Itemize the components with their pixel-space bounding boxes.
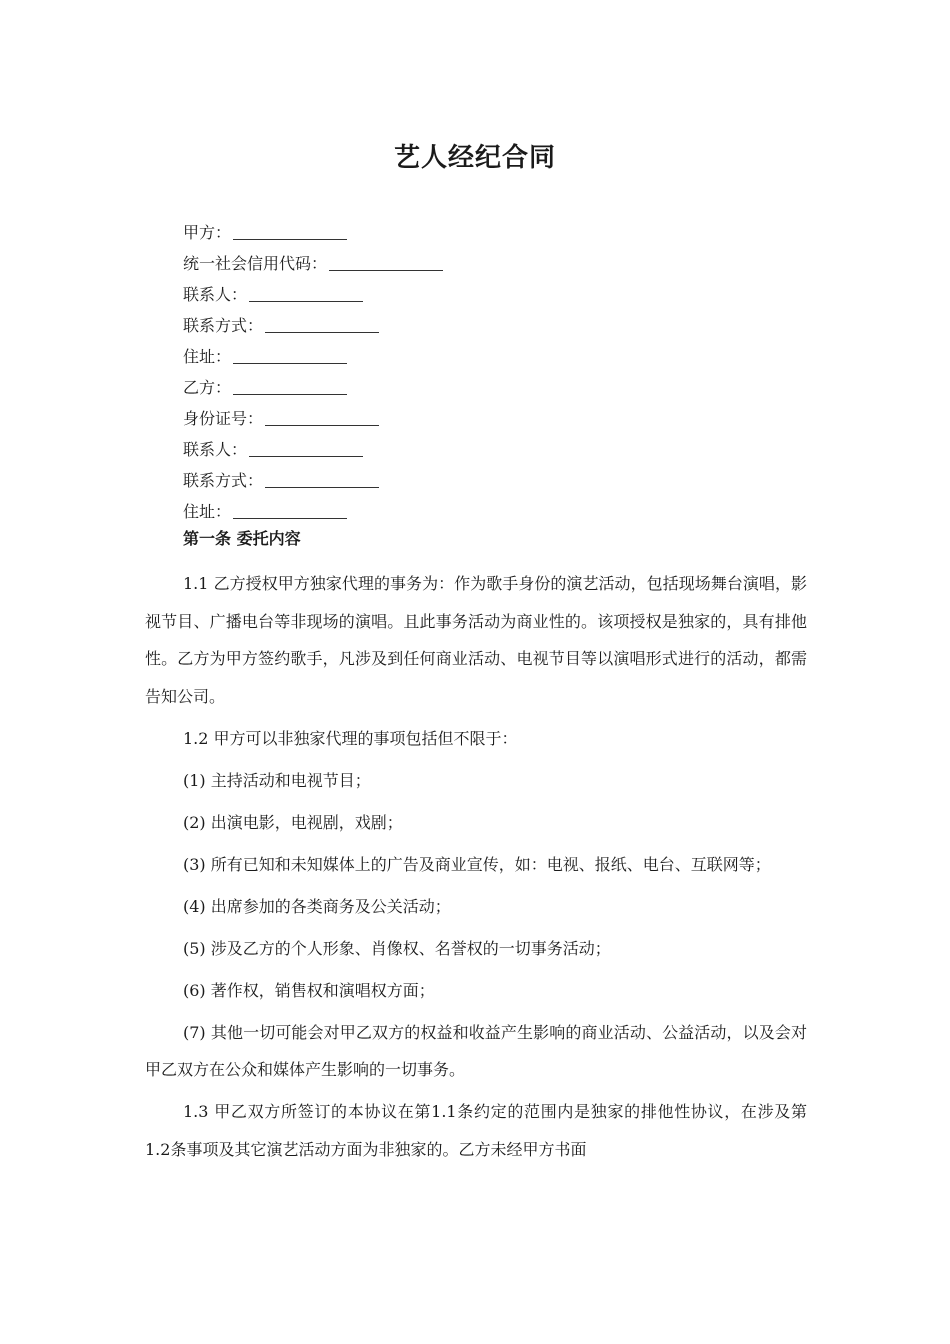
fill-in-blank: [233, 374, 347, 395]
field-label: 联系方式：: [183, 316, 264, 335]
party-b-name-field: [183, 372, 783, 403]
party-a-address-field: [183, 341, 783, 372]
section-1-heading: 第一条 委托内容: [183, 529, 301, 548]
clause-1-2-item-4: (4) 出席参加的各类商务及公关活动；: [183, 896, 451, 916]
fill-in-blank: [233, 498, 347, 519]
field-label: 甲方：: [183, 223, 232, 242]
document-title: 艺人经纪合同: [393, 143, 556, 173]
clause-1-2-item-2: (2) 出演电影，电视剧，戏剧；: [183, 812, 403, 832]
fill-in-blank: [265, 312, 379, 333]
field-label: 身份证号：: [183, 409, 264, 428]
party-a-contact-person-field: [183, 279, 783, 310]
clause-1-2-item-6: (6) 著作权，销售权和演唱权方面；: [183, 980, 435, 1000]
clause-1-2-item-5: (5) 涉及乙方的个人形象、肖像权、名誉权的一切事务活动；: [183, 938, 611, 958]
fill-in-blank: [249, 281, 363, 302]
party-b-address-field: [183, 496, 783, 527]
fill-in-blank: [329, 250, 443, 271]
field-label: 统一社会信用代码：: [183, 254, 328, 273]
field-label: 住址：: [183, 347, 232, 366]
field-label: 联系人：: [183, 440, 248, 459]
party-info-block: [183, 217, 783, 527]
fill-in-blank: [233, 343, 347, 364]
clause-1-2-item-1: (1) 主持活动和电视节目；: [183, 770, 371, 790]
fill-in-blank: [265, 405, 379, 426]
clause-1-2-item-7: (7) 其他一切可能会对甲乙双方的权益和收益产生影响的商业活动、公益活动，以及会对甲乙双方在公众和媒体产生影响的一切事务。: [145, 1022, 807, 1079]
fill-in-blank: [265, 467, 379, 488]
field-label: 联系人：: [183, 285, 248, 304]
party-a-credit-code-field: [183, 248, 783, 279]
field-label: 住址：: [183, 502, 232, 521]
fill-in-blank: [233, 219, 347, 240]
field-label: 联系方式：: [183, 471, 264, 490]
section-1-body: [145, 565, 807, 1173]
clause-1-2-item-3: (3) 所有已知和未知媒体上的广告及商业宣传，如：电视、报纸、电台、互联网等；: [183, 854, 771, 874]
party-b-id-number-field: [183, 403, 783, 434]
field-label: 乙方：: [183, 378, 232, 397]
party-a-name-field: [183, 217, 783, 248]
clause-1-2: 1.2 甲方可以非独家代理的事项包括但不限于：: [183, 728, 518, 748]
fill-in-blank: [249, 436, 363, 457]
clause-1-3: 1.3 甲乙双方所签订的本协议在第1.1条约定的范围内是独家的排他性协议，在涉及第1.2条事项及其它演艺活动方面为非独家的。乙方未经甲方书面: [145, 1102, 807, 1159]
party-b-contact-method-field: [183, 465, 783, 496]
party-b-contact-person-field: [183, 434, 783, 465]
party-a-contact-method-field: [183, 310, 783, 341]
clause-1-1: 1.1 乙方授权甲方独家代理的事务为：作为歌手身份的演艺活动，包括现场舞台演唱，影视节目、广播电台等非现场的演唱。且此事务活动为商业性的。该项授权是独家的，具有排他性。乙方为甲方签约歌手，凡涉及到任何商业活动、电视节目等以演唱形式进行的活动，都需告知公司。: [145, 574, 807, 706]
